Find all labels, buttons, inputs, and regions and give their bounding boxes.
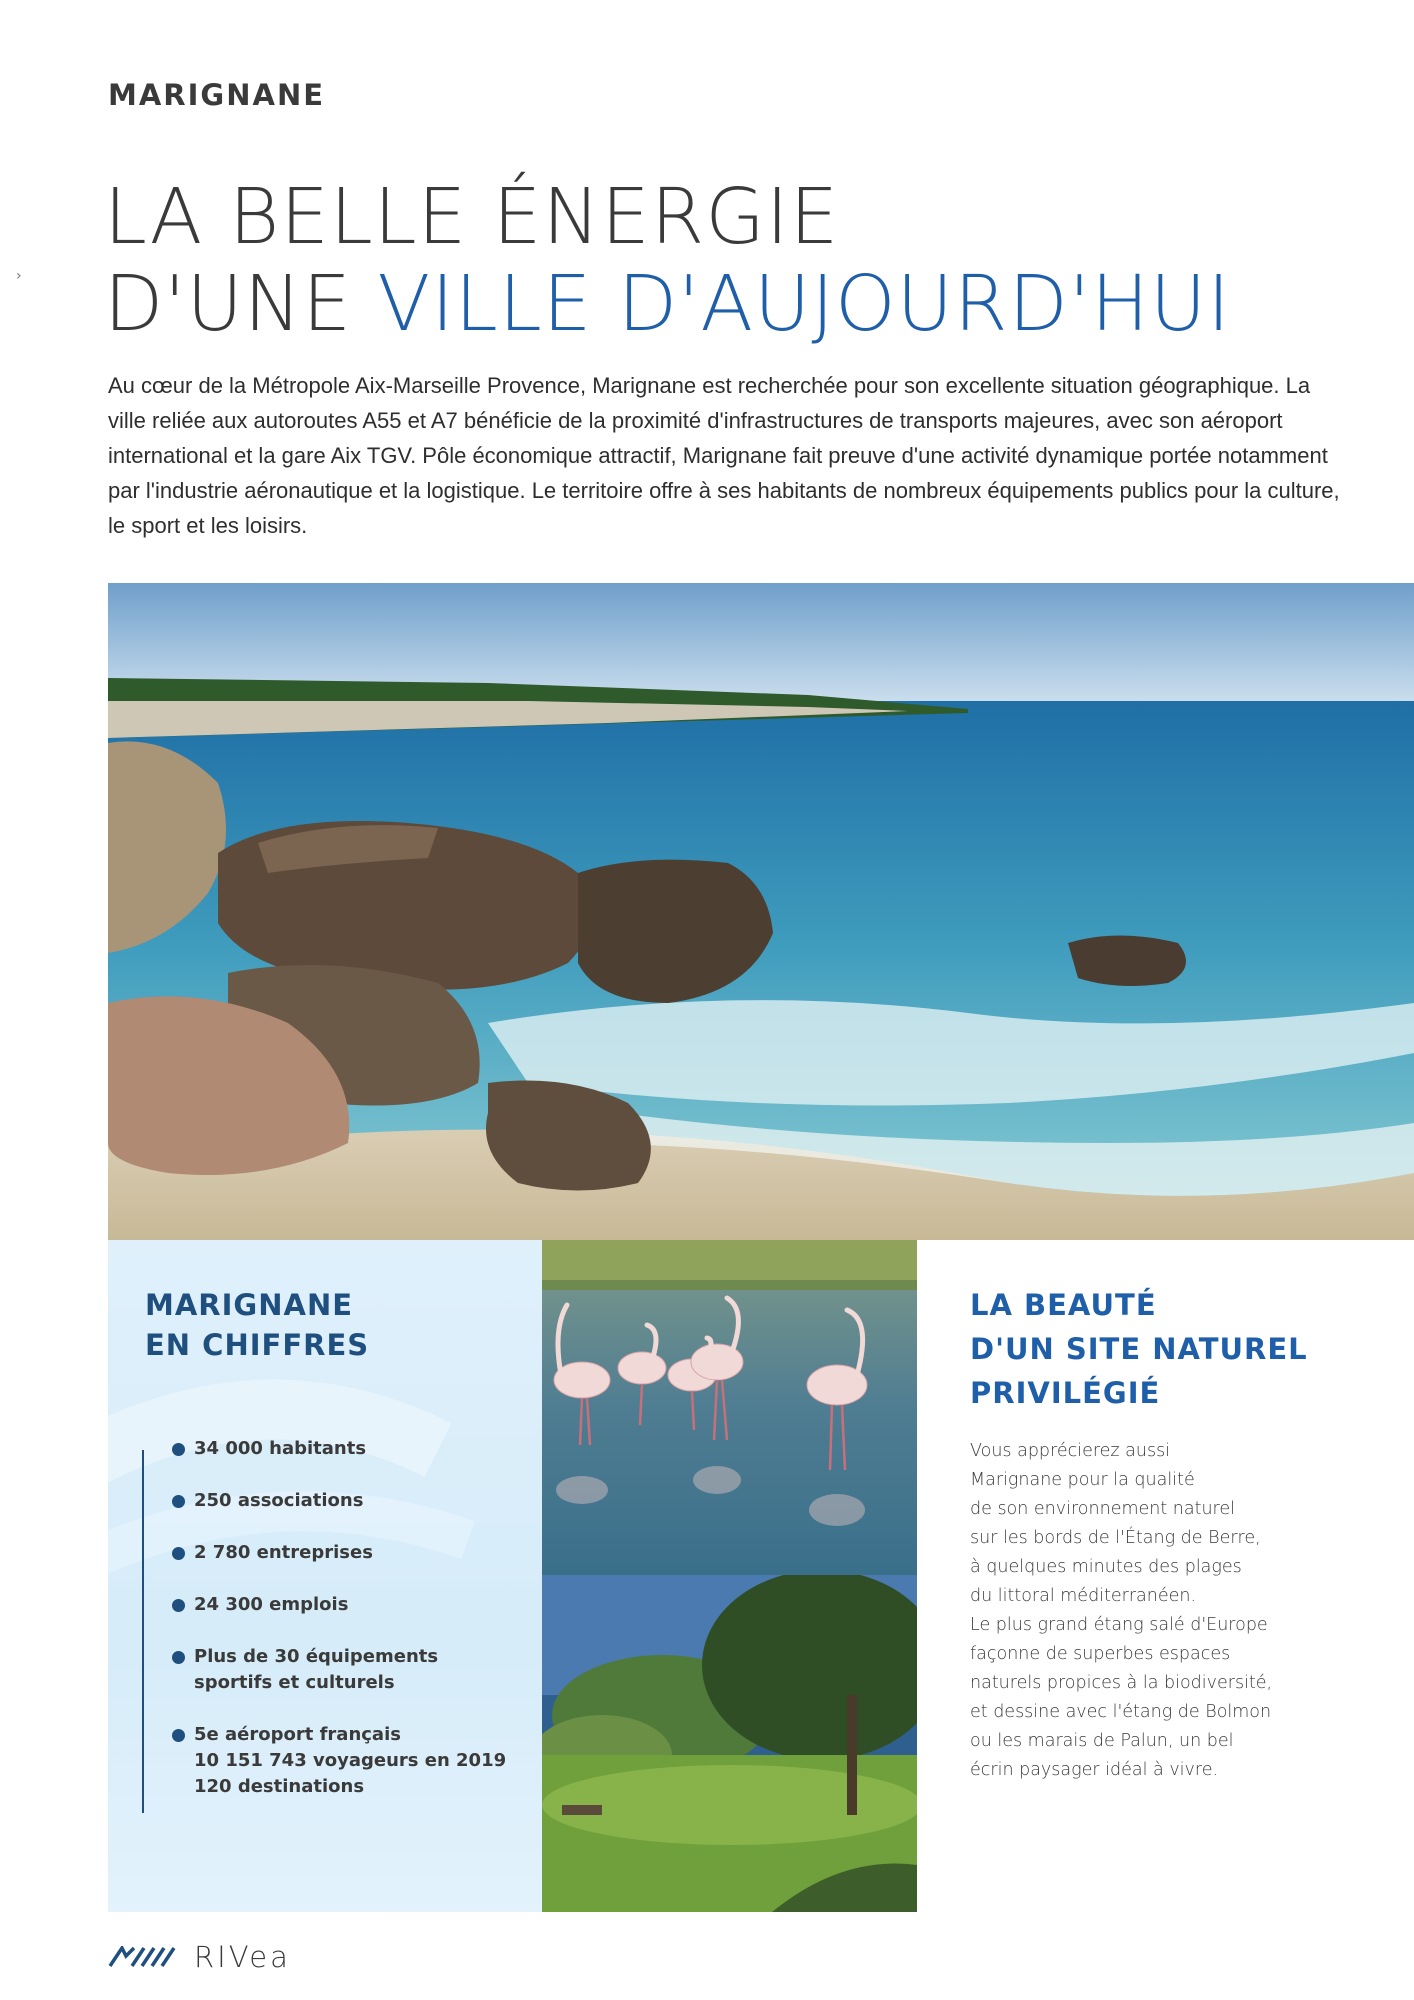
site-title-line-2: D'UN SITE NATUREL [970,1332,1308,1366]
site-body-line: façonne de superbes espaces [970,1644,1231,1664]
stats-title [145,1285,369,1365]
bullet-dot-icon [172,1651,185,1664]
site-body-line: Le plus grand étang salé d'Europe [970,1615,1268,1635]
intro-paragraph: Au cœur de la Métropole Aix-Marseille Provence, Marignane est recherchée pour son excellente situation géographique. La ville reliée aux autoroutes A55 et A7 bénéficie de la proximité d'infrastructures de transports majeures, avec son aéroport international et la gare Aix TGV. Pôle économique attractif, Marignane fait preuve d'une activité dynamique portée notamment par l'industrie aéronautique et la logistique. Le territoire offre à ses habitants de nombreux équipements publics pour la culture, le sport et les loisirs. [108,373,1340,538]
site-title-line-3: PRIVILÉGIÉ [970,1376,1161,1410]
site-body-line: Vous apprécierez aussi [970,1441,1171,1461]
bullet-dot-icon [172,1547,185,1560]
bullet-dot-icon [172,1495,185,1508]
kicker-city: MARIGNANE [108,78,326,112]
headline-line-2-accent: VILLE D'AUJOURD'HUI [377,260,1231,349]
site-body-line: à quelques minutes des plages [970,1557,1242,1577]
stats-vertical-rule [142,1450,144,1813]
site-body-line: sur les bords de l'Étang de Berre, [970,1528,1261,1548]
site-title-line-1: LA BEAUTÉ [970,1288,1157,1322]
page-edge-mark: › [16,268,22,284]
hero-sea-photo [108,583,1414,1240]
site-body-line: de son environnement naturel [970,1499,1235,1519]
footer-brand [108,1940,291,1974]
page-headline [104,174,1231,348]
bullet-dot-icon [172,1443,185,1456]
stats-item: 2 780 entreprises [172,1540,522,1566]
stats-panel [108,1240,542,1912]
headline-line-2-plain: D'UNE [104,260,378,349]
stats-item: 24 300 emplois [172,1592,522,1618]
stats-list [172,1436,522,1826]
stats-item: 5e aéroport français 10 151 743 voyageurs en 2019 120 destinations [172,1722,522,1800]
flamingo-photo [542,1240,917,1575]
stats-item: Plus de 30 équipements sportifs et culturels [172,1644,522,1696]
site-body-line: écrin paysager idéal à vivre. [970,1760,1219,1780]
rivea-stripes-icon [108,1946,188,1968]
site-body-line: du littoral méditerranéen. [970,1586,1197,1606]
headline-line-1: LA BELLE ÉNERGIE [104,173,840,262]
stats-item: 250 associations [172,1488,522,1514]
park-photo [542,1575,917,1912]
site-body-line: et dessine avec l'étang de Bolmon [970,1702,1272,1722]
bullet-dot-icon [172,1599,185,1612]
site-body-line: naturels propices à la biodiversité, [970,1673,1273,1693]
stats-item: 34 000 habitants [172,1436,522,1462]
site-body-text [970,1437,1330,1785]
site-body-line: ou les marais de Palun, un bel [970,1731,1234,1751]
stats-title-line-1: MARIGNANE [145,1288,354,1322]
brand-name: RIVea [194,1940,291,1974]
stats-title-line-2: EN CHIFFRES [145,1328,370,1362]
site-title [970,1283,1308,1415]
site-body-line: Marignane pour la qualité [970,1470,1195,1490]
bullet-dot-icon [172,1729,185,1742]
